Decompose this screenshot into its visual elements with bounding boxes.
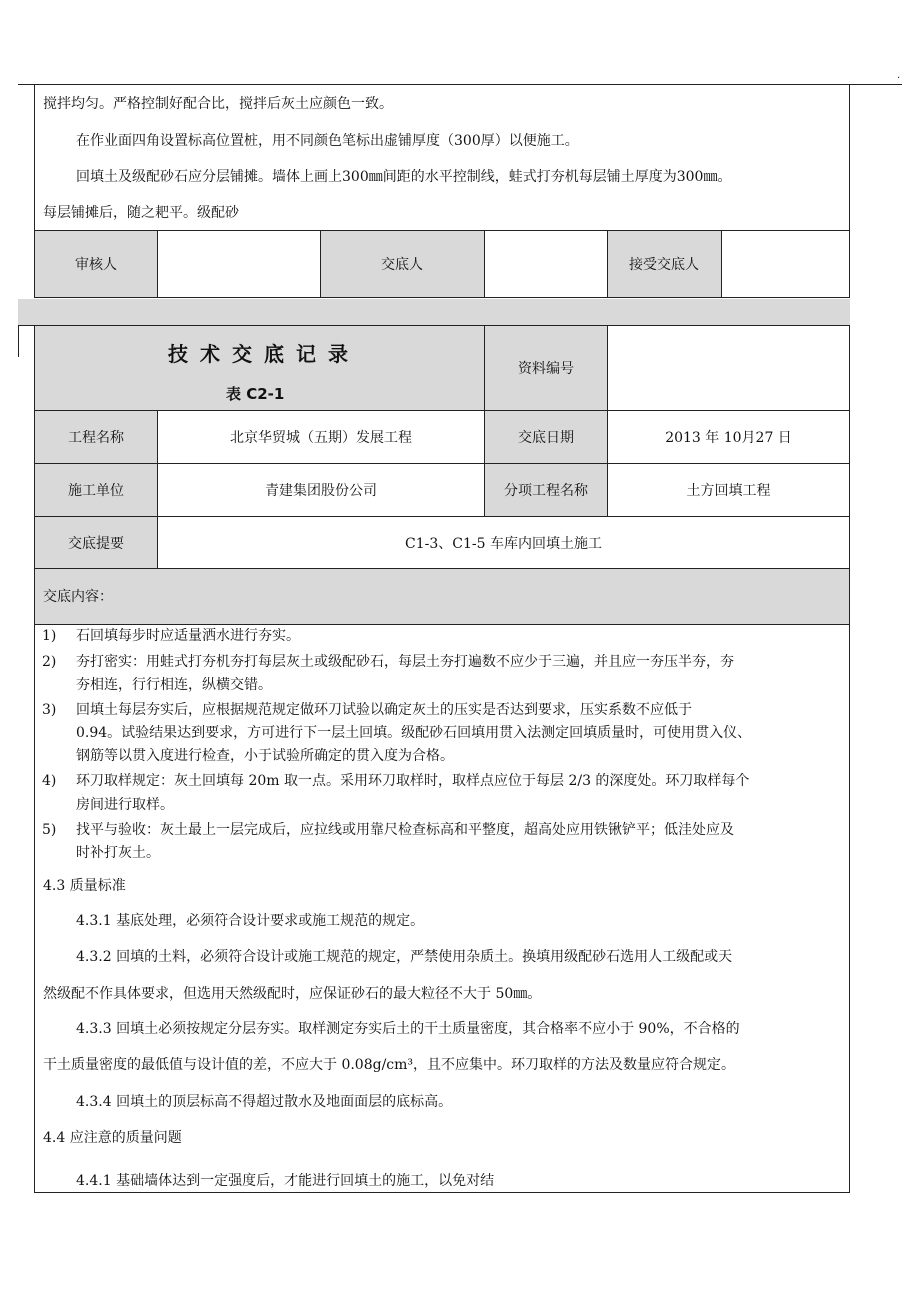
para-4-3-2-line-2: 然级配不作具体要求，但选用天然级配时，应保证砂石的最大粒径不大于 50㎜。 bbox=[43, 986, 542, 1002]
item-5-line-1: 找平与验收：灰土最上一层完成后，应拉线或用靠尺检查标高和平整度，超高处应用铁锹铲平；低洼处应及 bbox=[76, 822, 734, 838]
date-value[interactable]: 2013 年 10月27 日 bbox=[665, 430, 792, 446]
doc-no-value[interactable] bbox=[608, 326, 849, 410]
doc-no-label: 资料编号 bbox=[518, 361, 574, 377]
section-4-4-heading: 4.4 应注意的质量问题 bbox=[43, 1130, 182, 1146]
top-line-4: 每层铺摊后，随之耙平。级配砂 bbox=[43, 205, 239, 221]
table-bottom bbox=[34, 1192, 850, 1193]
item-4-line-2: 房间进行取样。 bbox=[76, 797, 174, 813]
item-2-number: 2) bbox=[42, 654, 57, 670]
top-line-3: 回填土及级配砂石应分层铺摊。墙体上画上300㎜间距的水平控制线，蛙式打夯机每层铺土厚度为300㎜。 bbox=[76, 169, 732, 185]
para-4-3-3-line-1: 4.3.3 回填土必须按规定分层夯实。取样测定夯实后土的干土质量密度，其合格率不应小于 90%，不合格的 bbox=[76, 1021, 740, 1037]
top-line-2: 在作业面四角设置标高位置桩，用不同颜色笔标出虚铺厚度（300厚）以便施工。 bbox=[76, 133, 579, 149]
item-2-line-1: 夯打密实：用蛙式打夯机夯打每层灰土或级配砂石，每层土夯打遍数不应少于三遍，并且应一夯压半夯，夯 bbox=[76, 654, 734, 670]
content-label-bg bbox=[35, 569, 849, 624]
table-right bbox=[849, 325, 850, 1193]
summary-label: 交底提要 bbox=[68, 535, 124, 552]
record-title: 技术交底记录 bbox=[168, 342, 360, 366]
para-4-3-2-line-1: 4.3.2 回填的土料，必须符合设计或施工规范的规定，严禁使用杂质土。换填用级配砂石选用人工级配或天 bbox=[76, 949, 733, 965]
item-4-line-1: 环刀取样规定：灰土回填每 20m 取一点。采用环刀取样时，取样点应位于每层 2/3 的深度处。环刀取样每个 bbox=[76, 773, 750, 789]
item-1-number: 1) bbox=[42, 628, 57, 644]
content-label: 交底内容： bbox=[43, 589, 113, 605]
item-3-line-2: 0.94。试验结果达到要求，方可进行下一层土回填。级配砂石回填用贯入法测定回填质量时，可使用贯入仪、 bbox=[76, 725, 752, 741]
receiver-label: 接受交底人 bbox=[629, 257, 699, 273]
item-5-line-2: 时补打灰土。 bbox=[76, 845, 160, 861]
subitem-label: 分项工程名称 bbox=[504, 483, 588, 499]
top-rule bbox=[18, 84, 902, 85]
top-line-1: 搅拌均匀。严格控制好配合比，搅拌后灰土应颜色一致。 bbox=[43, 96, 393, 112]
reviewer-label: 审核人 bbox=[75, 257, 117, 273]
project-label: 工程名称 bbox=[68, 430, 124, 446]
item-2-line-2: 夯相连，行行相连，纵横交错。 bbox=[76, 677, 272, 693]
unit-label: 施工单位 bbox=[68, 483, 124, 499]
reviewer-value[interactable] bbox=[158, 231, 320, 297]
item-1-line-1: 石回填每步时应适量洒水进行夯实。 bbox=[76, 628, 300, 644]
presenter-label: 交底人 bbox=[381, 257, 423, 273]
form-number: 表 C2-1 bbox=[226, 385, 285, 403]
presenter-value[interactable] bbox=[485, 231, 607, 297]
date-label: 交底日期 bbox=[518, 430, 574, 446]
item-5-number: 5) bbox=[42, 822, 57, 838]
para-4-3-4: 4.3.4 回填土的顶层标高不得超过散水及地面面层的底标高。 bbox=[76, 1094, 453, 1110]
item-4-number: 4) bbox=[42, 773, 57, 789]
section-4-3-heading: 4.3 质量标准 bbox=[43, 878, 126, 894]
para-4-3-3-line-2: 干土质量密度的最低值与设计值的差，不应大于 0.08g/cm³，且不应集中。环刀取样的方法及数量应符合规定。 bbox=[43, 1057, 736, 1073]
item-3-number: 3) bbox=[42, 702, 57, 718]
receiver-value[interactable] bbox=[722, 231, 849, 297]
sign-row-bottom bbox=[34, 297, 850, 298]
top-right-border bbox=[849, 84, 850, 298]
item-3-line-3: 钢筋等以贯入度进行检查，小于试验所确定的贯入度为合格。 bbox=[76, 748, 454, 764]
row-line-5 bbox=[34, 624, 850, 625]
subitem-value[interactable]: 土方回填工程 bbox=[686, 483, 771, 499]
page-gap-band bbox=[18, 299, 850, 325]
para-4-3-1: 4.3.1 基底处理，必须符合设计要求或施工规范的规定。 bbox=[76, 913, 425, 929]
unit-value[interactable]: 青建集团股份公司 bbox=[265, 483, 377, 499]
project-value[interactable]: 北京华贸城（五期）发展工程 bbox=[230, 430, 412, 446]
para-4-4-1: 4.4.1 基础墙体达到一定强度后，才能进行回填土的施工，以免对结 bbox=[76, 1173, 495, 1189]
table-outer-left bbox=[18, 325, 19, 357]
item-3-line-1: 回填土每层夯实后，应根据规范规定做环刀试验以确定灰土的压实是否达到要求，压实系数不应低于 bbox=[76, 702, 692, 718]
summary-value[interactable]: C1-3、C1-5 车库内回填土施工 bbox=[405, 535, 602, 552]
row-line-4 bbox=[34, 568, 850, 569]
corner-mark: . bbox=[897, 70, 901, 81]
